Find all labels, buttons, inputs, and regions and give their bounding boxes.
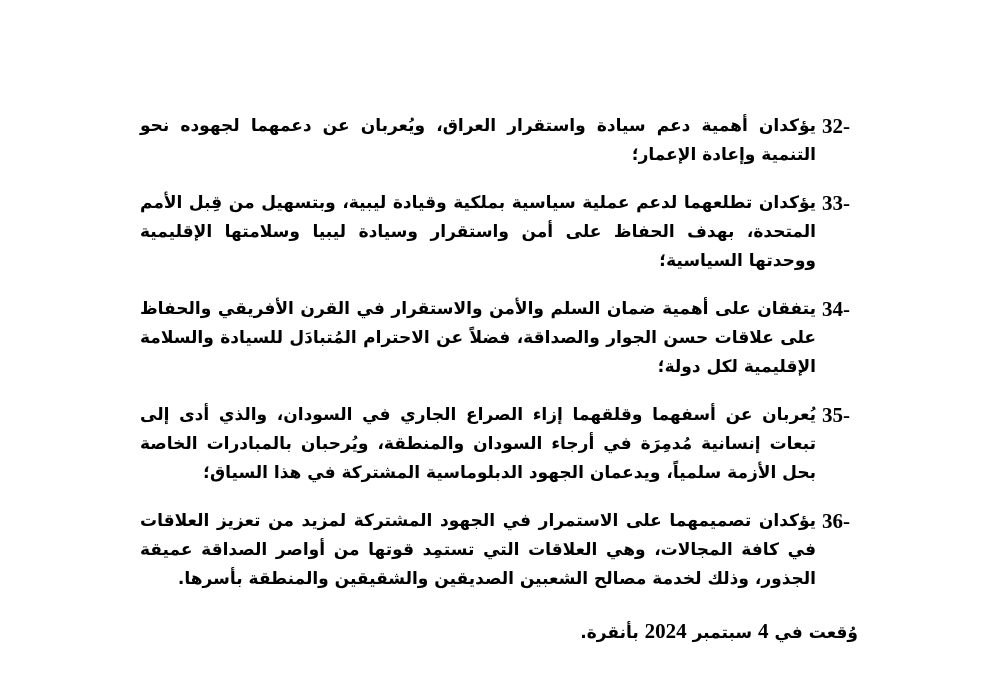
clause-item bbox=[140, 112, 850, 170]
clause-item bbox=[140, 507, 850, 594]
signature-place: بأنقرة. bbox=[580, 623, 639, 643]
signature-prefix: وُقعت في bbox=[774, 623, 858, 643]
clause-number: 35- bbox=[822, 403, 850, 427]
clause-text: يُعربان عن أسفهما وقلقهما إزاء الصراع الجاري في السودان، والذي أدى إلى تبعات إنسانية مُدمِرَة في أرجاء السودان والمنطقة، ويُرحبان بالمبادرات الخاصة بحل الأزمة سلمياً، ويدعمان الجهود الدبلوماسية المشتركة في هذا السياق؛ bbox=[140, 405, 816, 483]
signature-line bbox=[580, 617, 858, 648]
clause-number: 34- bbox=[822, 297, 850, 321]
signature-year: 2024 bbox=[644, 619, 687, 643]
clause-item bbox=[140, 189, 850, 276]
clauses-list bbox=[140, 112, 850, 613]
clause-text: يتفقان على أهمية ضمان السلم والأمن والاستقرار في القرن الأفريقي والحفاظ على علاقات حسن الجوار والصداقة، فضلاً عن الاحترام المُتبادَل للسيادة والسلامة الإقليمية لكل دولة؛ bbox=[140, 299, 816, 377]
clause-number: 36- bbox=[822, 509, 850, 533]
clause-number: 32- bbox=[822, 114, 850, 138]
clause-text: يؤكدان تصميمهما على الاستمرار في الجهود المشتركة لمزيد من تعزيز العلاقات في كافة المجالات، وهي العلاقات التي تستمِد قوتها من أواصر الصداقة عميقة الجذور، وذلك لخدمة مصالح الشعبين الصديقين والشقيقين والمنطقة بأسرها. bbox=[140, 511, 816, 589]
clause-text: يؤكدان أهمية دعم سيادة واستقرار العراق، ويُعربان عن دعمهما لجهوده نحو التنمية وإعادة الإعمار؛ bbox=[140, 116, 816, 165]
signature-day: 4 bbox=[758, 619, 769, 643]
clause-number: 33- bbox=[822, 191, 850, 215]
signature-month: سبتمبر bbox=[692, 623, 753, 643]
clause-item bbox=[140, 401, 850, 488]
clause-item bbox=[140, 295, 850, 382]
clause-text: يؤكدان تطلعهما لدعم عملية سياسية بملكية وقيادة ليبية، وبتسهيل من قِبل الأمم المتحدة، بهدف الحفاظ على أمن واستقرار وسيادة ليبيا وسلامتها الإقليمية ووحدتها السياسية؛ bbox=[140, 193, 816, 271]
